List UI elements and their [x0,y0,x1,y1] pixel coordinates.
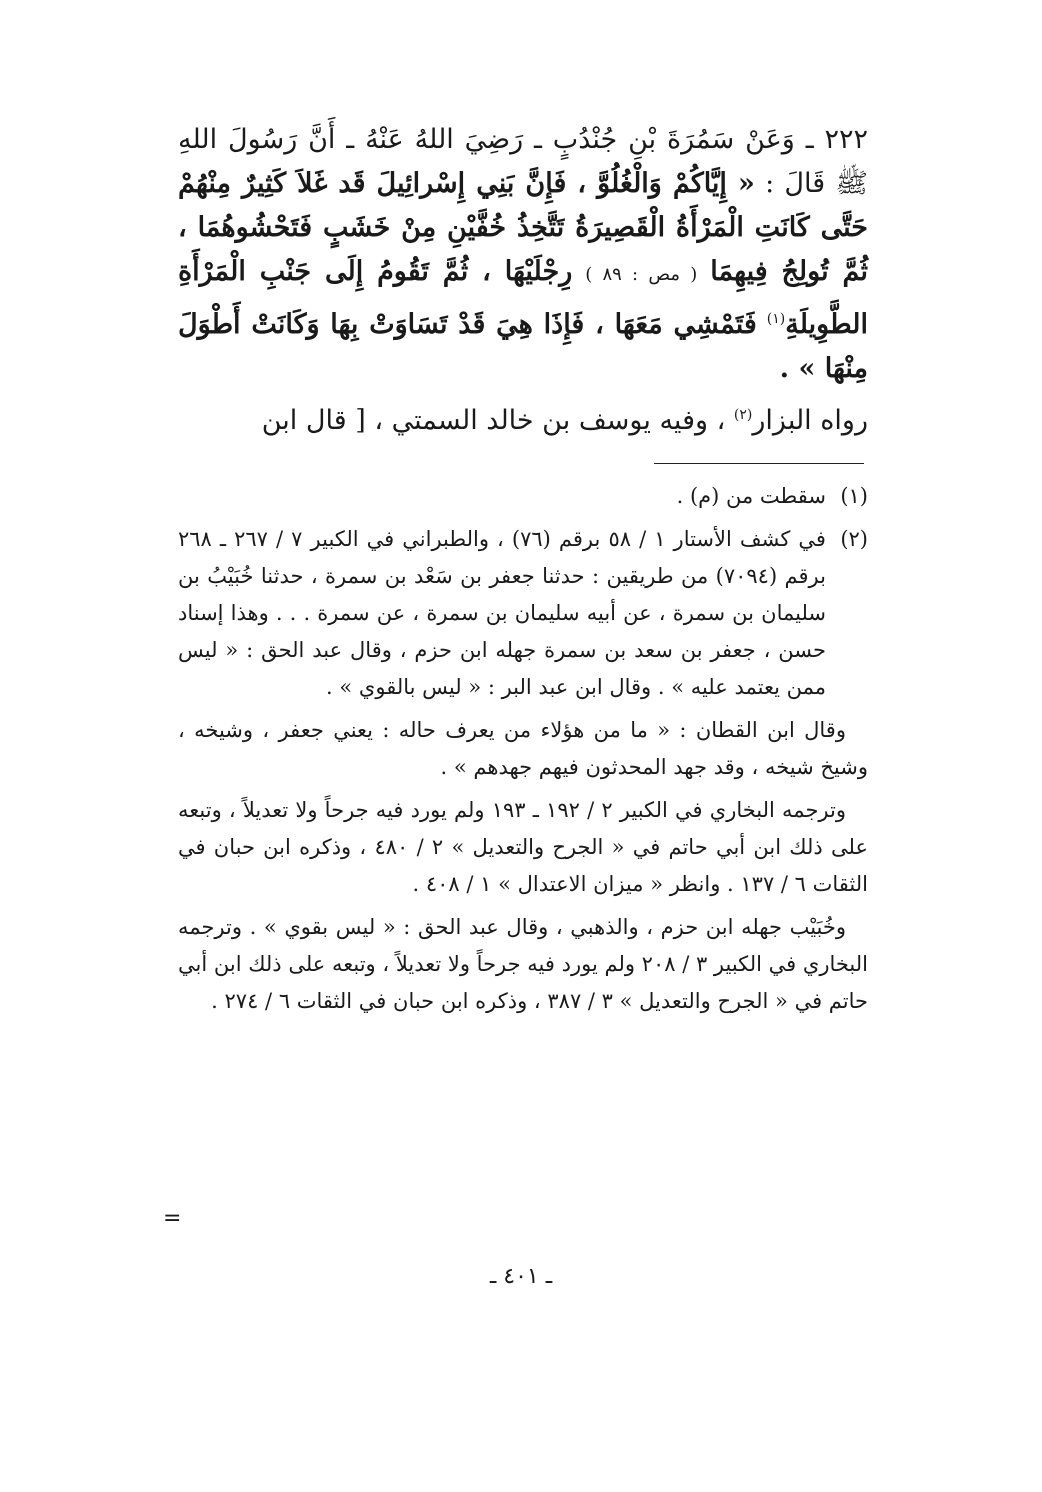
footnote-2-paragraph-2: وقال ابن القطان : « ما من هؤلاء من يعرف حاله : يعني جعفر ، وشيخه ، وشيخ شيخه ، وقد جهد المحدثون فيهم جهدهم » . [178,718,868,779]
source-paragraph [178,393,868,443]
hadith-intro: ٢٢٢ ـ وَعَنْ سَمُرَةَ بْنِ جُنْدُبٍ ـ رَضِيَ اللهُ عَنْهُ ـ أَنَّ رَسُولَ اللهِ ﷺ قَالَ : [178,124,868,199]
footnote-1-marker: (١) [766,311,786,327]
footnote-2-number: (٢) [840,527,868,551]
manuscript-page-reference: ( مص : ٨٩ ) [585,264,698,285]
footnote-1-text: سقطت من (م) . [676,484,826,508]
footnote-1 [178,478,868,515]
continuation-mark: = [163,1206,182,1231]
footnote-2-marker: (٢) [733,407,753,423]
footnote-2-paragraph-3: وترجمه البخاري في الكبير ٢ / ١٩٢ ـ ١٩٣ ولم يورد فيه جرحاً ولا تعديلاً ، وتبعه على ذلك ابن أبي حاتم في « الجرح والتعديل » ٢ / ٤٨٠ ، وذكره ابن حبان في الثقات ٦ / ١٣٧ . وانظر « ميزان الاعتدال » ١ / ٤٠٨ . [178,798,868,896]
hadith-paragraph [178,118,868,391]
source-text-a: رواه البزار [752,405,868,436]
source-text-b: ، وفيه يوسف بن خالد السمتي ، [ قال ابن [261,405,726,436]
footnote-1-number: (١) [840,484,868,508]
hadith-text-part3: فَتَمْشِي مَعَهَا ، فَإِذَا هِيَ قَدْ تَسَاوَتْ بِهَا وَكَانَتْ أَطْوَلَ مِنْهَا » . [178,309,868,384]
footnotes-block [178,478,868,1026]
page-number: ـ ٤٠١ ـ [489,1264,553,1289]
hadith-text-part2: رِجْلَيْهَا ، ثُمَّ تَقُومُ إِلَى جَنْبِ الْمَرْأَةِ الطَّوِيلَةِ [178,256,868,340]
hadith-text-part1: « إِيَّاكُمْ وَالْغُلُوَّ ، فَإِنَّ بَنِي إِسْرائِيلَ قَد غَلاَ كَثِيرٌ مِنْهُمْ حَتَّى كَانَتِ الْمَرْأَةُ الْقَصِيرَةُ تَتَّخِذُ خُفَّيْنِ مِنْ خَشَبٍ فَتَحْشُوهُمَا ، ثُمَّ تُولِجُ فِيهِمَا [178,168,868,287]
footnote-2-paragraph-4: وخُبَيْب جهله ابن حزم ، والذهبي ، وقال عبد الحق : « ليس بقوي » . وترجمه البخاري في الكبير ٣ / ٢٠٨ ولم يورد فيه جرحاً ولا تعديلاً ، وتبعه على ذلك ابن أبي حاتم في « الجرح والتعديل » ٣ / ٣٨٧ ، وذكره ابن حبان في الثقات ٦ / ٢٧٤ . [178,915,868,1013]
footnote-separator [654,463,864,464]
footnote-2 [178,521,868,706]
footnote-2-text: في كشف الأستار ١ / ٥٨ برقم (٧٦) ، والطبراني في الكبير ٧ / ٢٦٧ ـ ٢٦٨ برقم (٧٠٩٤) من طريقين : حدثنا جعفر بن سَعْد بن سمرة ، حدثنا خُبَيْبُ بن سليمان بن سمرة ، عن أبيه سليمان بن سمرة ، عن سمرة . . . وهذا إسناد حسن ، جعفر بن سعد بن سمرة جهله ابن حزم ، وقال عبد الحق : « ليس ممن يعتمد عليه » . وقال ابن عبد البر : « ليس بالقوي » . [178,527,826,699]
main-text-block [178,118,868,443]
